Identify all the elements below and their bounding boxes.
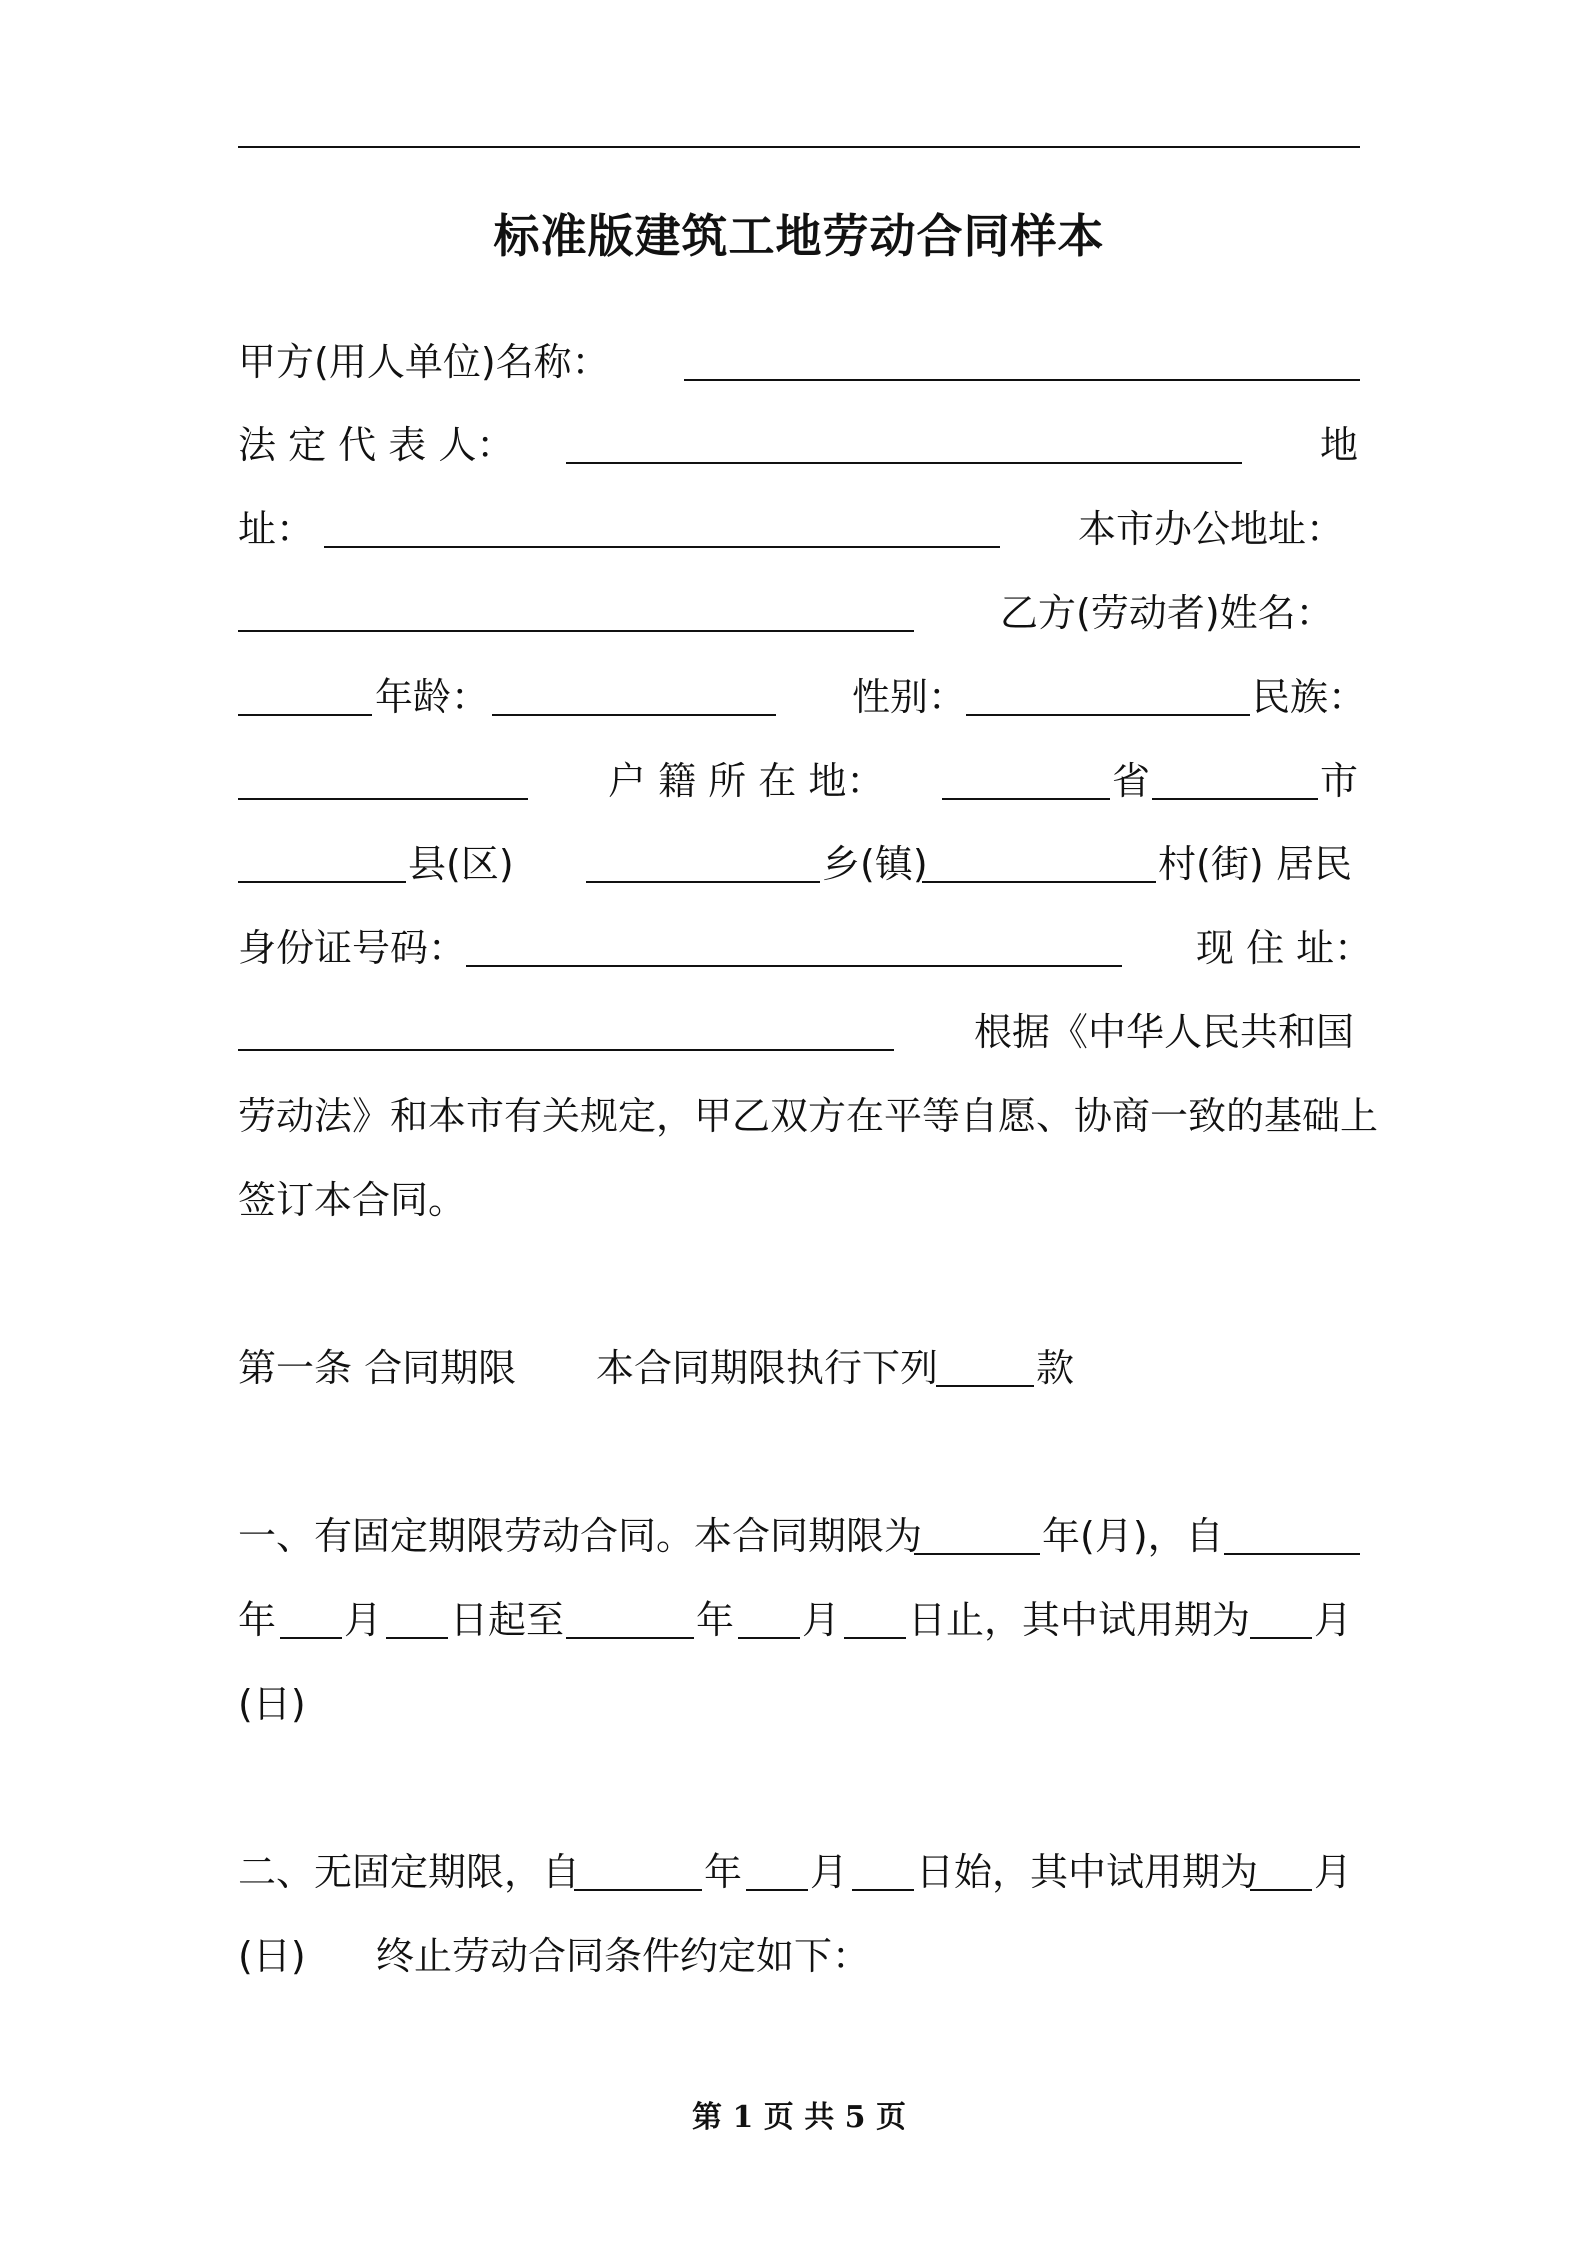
city-blank[interactable]	[1152, 798, 1318, 800]
article1-heading: 第一条 合同期限	[238, 1346, 517, 1390]
clause2-line-2	[238, 1926, 1360, 1986]
clause1-day-from: 日起至	[450, 1598, 565, 1642]
clause1-year-label-2: 年	[696, 1598, 735, 1642]
hukou-line	[238, 751, 1360, 811]
page-footer: 第 1 页 共 5 页	[692, 2100, 906, 2135]
clause1-line-2	[238, 1590, 1360, 1650]
resident-label: 居民	[1276, 842, 1353, 886]
province-blank[interactable]	[942, 798, 1110, 800]
header-rule	[238, 146, 1360, 148]
ethnicity-blank[interactable]	[238, 798, 528, 800]
clause1-month-label-1: 月	[344, 1598, 383, 1642]
ethnicity-label: 民族：	[1252, 675, 1367, 719]
clause1-from-month-blank[interactable]	[280, 1637, 342, 1639]
gender-label: 性别：	[852, 675, 967, 719]
current-address-label: 现 住 址：	[1196, 926, 1373, 970]
article1-line	[238, 1338, 1360, 1398]
clause1-to-day-blank[interactable]	[844, 1637, 906, 1639]
clause2-month-end: 月	[1314, 1850, 1353, 1894]
age-blank[interactable]	[492, 714, 776, 716]
clause1-month-label-2: 月	[802, 1598, 841, 1642]
clause1-day-paren: (日)	[238, 1682, 306, 1726]
clause2-year-label: 年	[704, 1850, 743, 1894]
id-blank[interactable]	[466, 965, 1122, 967]
preamble-line-1	[238, 1002, 1360, 1062]
clause2-month-label: 月	[810, 1850, 849, 1894]
clause2-termination: 终止劳动合同条件约定如下：	[376, 1934, 871, 1978]
party-a-name-line	[238, 332, 1360, 392]
clause2-year-blank[interactable]	[574, 1889, 702, 1891]
party-b-name-label: 乙方(劳动者)姓名：	[1000, 591, 1334, 635]
address-blank[interactable]	[324, 546, 1000, 548]
party-b-name-blank[interactable]	[238, 714, 372, 716]
clause2-p1: 二、无固定期限，自	[238, 1850, 581, 1894]
clause1-year-label-1: 年	[238, 1598, 277, 1642]
legal-rep-blank[interactable]	[566, 462, 1242, 464]
clause2-month-blank[interactable]	[746, 1889, 808, 1891]
legal-rep-line	[238, 415, 1360, 475]
address-label-part1: 地	[1320, 423, 1359, 467]
id-line	[238, 918, 1373, 978]
clause1-p1: 一、有固定期限劳动合同。本合同期限为	[238, 1514, 923, 1558]
clause2-line-1	[238, 1842, 1360, 1902]
hukou-detail-line	[238, 834, 1360, 894]
personal-info-line	[238, 667, 1367, 727]
county-blank[interactable]	[238, 881, 406, 883]
preamble-line-2	[238, 1086, 1379, 1146]
gender-blank[interactable]	[966, 714, 1250, 716]
clause1-p2: 年(月)，自	[1042, 1514, 1224, 1558]
clause1-month-end: 月	[1314, 1598, 1353, 1642]
preamble-part3: 签订本合同。	[238, 1178, 467, 1222]
age-label: 年龄：	[375, 675, 490, 719]
county-label: 县(区)	[408, 842, 514, 886]
article1-text-b: 款	[1036, 1346, 1075, 1390]
preamble-part1: 根据《中华人民共和国	[974, 1010, 1355, 1054]
article1-clause-blank[interactable]	[936, 1385, 1034, 1387]
current-address-blank[interactable]	[238, 1049, 894, 1051]
party-a-name-label: 甲方(用人单位)名称：	[238, 340, 610, 384]
township-blank[interactable]	[586, 881, 820, 883]
local-office-blank[interactable]	[238, 630, 914, 632]
clause1-from-day-blank[interactable]	[386, 1637, 448, 1639]
legal-rep-label: 法 定 代 表 人：	[238, 423, 515, 467]
clause2-day-blank[interactable]	[852, 1889, 914, 1891]
local-office-label: 本市办公地址：	[1078, 507, 1345, 551]
preamble-line-3	[238, 1170, 1360, 1230]
clause2-probation-blank[interactable]	[1250, 1889, 1312, 1891]
address-line	[238, 499, 1360, 559]
clause1-from-year-blank[interactable]	[1224, 1553, 1360, 1555]
party-a-name-blank[interactable]	[684, 379, 1360, 381]
village-label: 村(街)	[1158, 842, 1264, 886]
document-title: 标准版建筑工地劳动合同样本	[493, 209, 1105, 263]
hukou-label: 户 籍 所 在 地：	[608, 759, 885, 803]
clause1-line-3	[238, 1674, 1360, 1734]
address-label-part2: 址：	[238, 507, 315, 551]
province-label: 省	[1112, 759, 1151, 803]
id-label: 身份证号码：	[238, 926, 467, 970]
clause1-term-blank[interactable]	[914, 1553, 1040, 1555]
preamble-part2: 劳动法》和本市有关规定，甲乙双方在平等自愿、协商一致的基础上	[238, 1094, 1379, 1138]
party-b-name-line	[238, 583, 1360, 643]
clause1-line-1	[238, 1506, 1360, 1566]
clause2-day-start: 日始，其中试用期为	[916, 1850, 1259, 1894]
township-label: 乡(镇)	[822, 842, 928, 886]
clause2-day-paren: (日)	[238, 1934, 306, 1978]
clause1-to-month-blank[interactable]	[738, 1637, 800, 1639]
city-label: 市	[1320, 759, 1359, 803]
clause1-probation-blank[interactable]	[1250, 1637, 1312, 1639]
clause1-day-to: 日止，其中试用期为	[908, 1598, 1251, 1642]
article1-text-a: 本合同期限执行下列	[596, 1346, 939, 1390]
village-blank[interactable]	[922, 881, 1156, 883]
clause1-to-year-blank[interactable]	[566, 1637, 694, 1639]
